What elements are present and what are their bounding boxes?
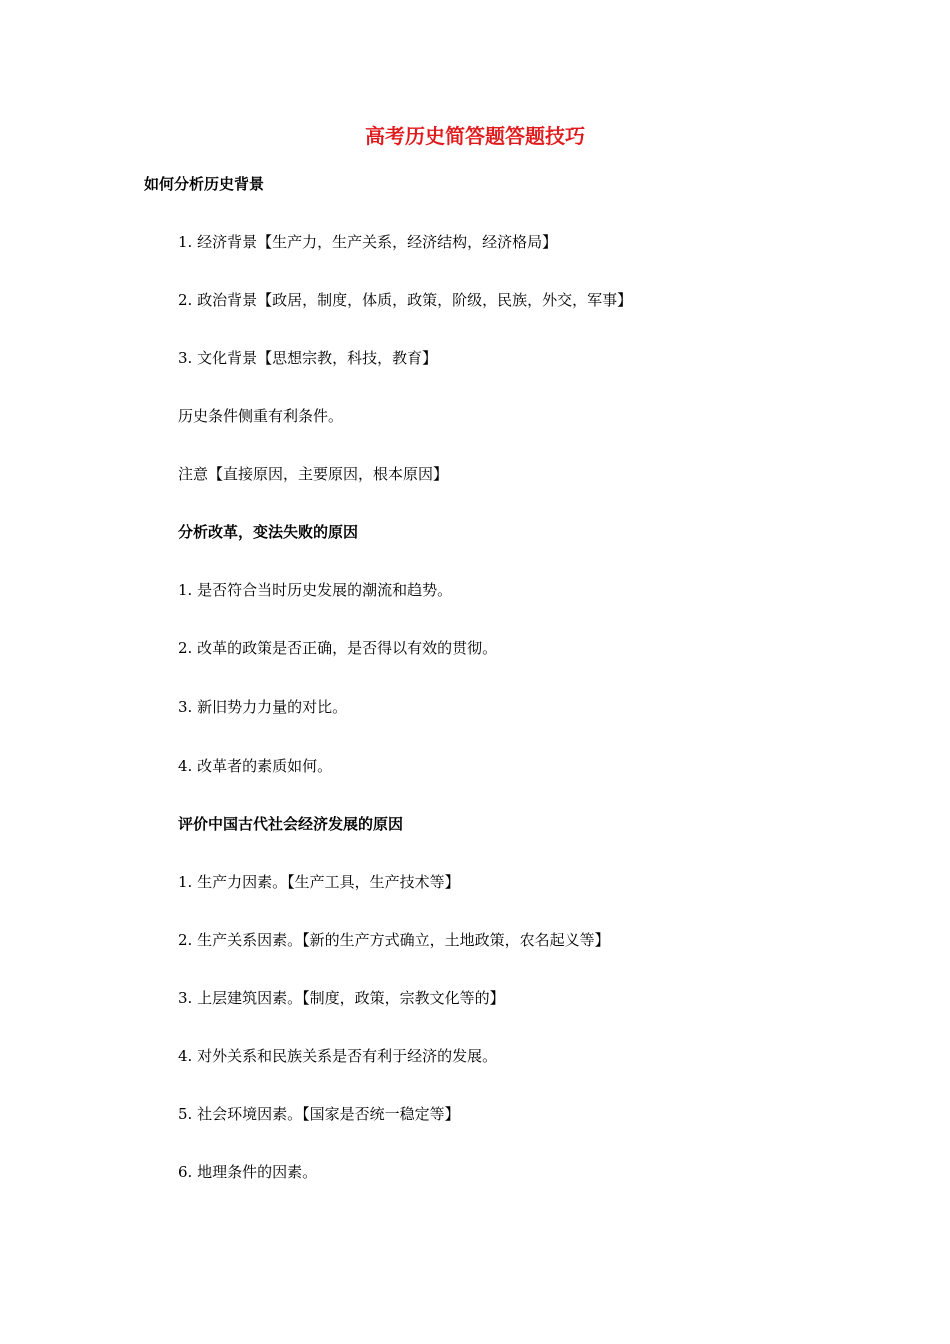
section-heading-reform: 分析改革，变法失败的原因: [178, 523, 359, 541]
list-item: 6. 地理条件的因素。: [178, 1163, 318, 1181]
list-item: 4. 对外关系和民族关系是否有利于经济的发展。: [178, 1047, 498, 1065]
list-item: 1. 经济背景【生产力，生产关系，经济结构，经济格局】: [178, 233, 558, 251]
list-item: 1. 生产力因素。【生产工具，生产技术等】: [178, 873, 460, 891]
list-item: 1. 是否符合当时历史发展的潮流和趋势。: [178, 581, 453, 599]
list-item: 2. 生产关系因素。【新的生产方式确立，土地政策，农名起义等】: [178, 931, 610, 949]
list-item: 3. 文化背景【思想宗教，科技，教育】: [178, 349, 438, 367]
list-item: 2. 政治背景【政居，制度，体质，政策，阶级，民族，外交，军事】: [178, 291, 633, 309]
section-heading-economy: 评价中国古代社会经济发展的原因: [178, 815, 404, 833]
page-title: 高考历史简答题答题技巧: [365, 124, 585, 148]
list-item: 5. 社会环境因素。【国家是否统一稳定等】: [178, 1105, 460, 1123]
list-item: 3. 新旧势力力量的对比。: [178, 698, 348, 716]
list-item: 4. 改革者的素质如何。: [178, 757, 333, 775]
section-heading-background: 如何分析历史背景: [144, 175, 265, 193]
note-text: 历史条件侧重有利条件。: [178, 407, 344, 425]
list-item: 2. 改革的政策是否正确，是否得以有效的贯彻。: [178, 639, 498, 657]
list-item: 3. 上层建筑因素。【制度，政策，宗教文化等的】: [178, 989, 505, 1007]
note-text: 注意【直接原因，主要原因，根本原因】: [178, 465, 449, 483]
